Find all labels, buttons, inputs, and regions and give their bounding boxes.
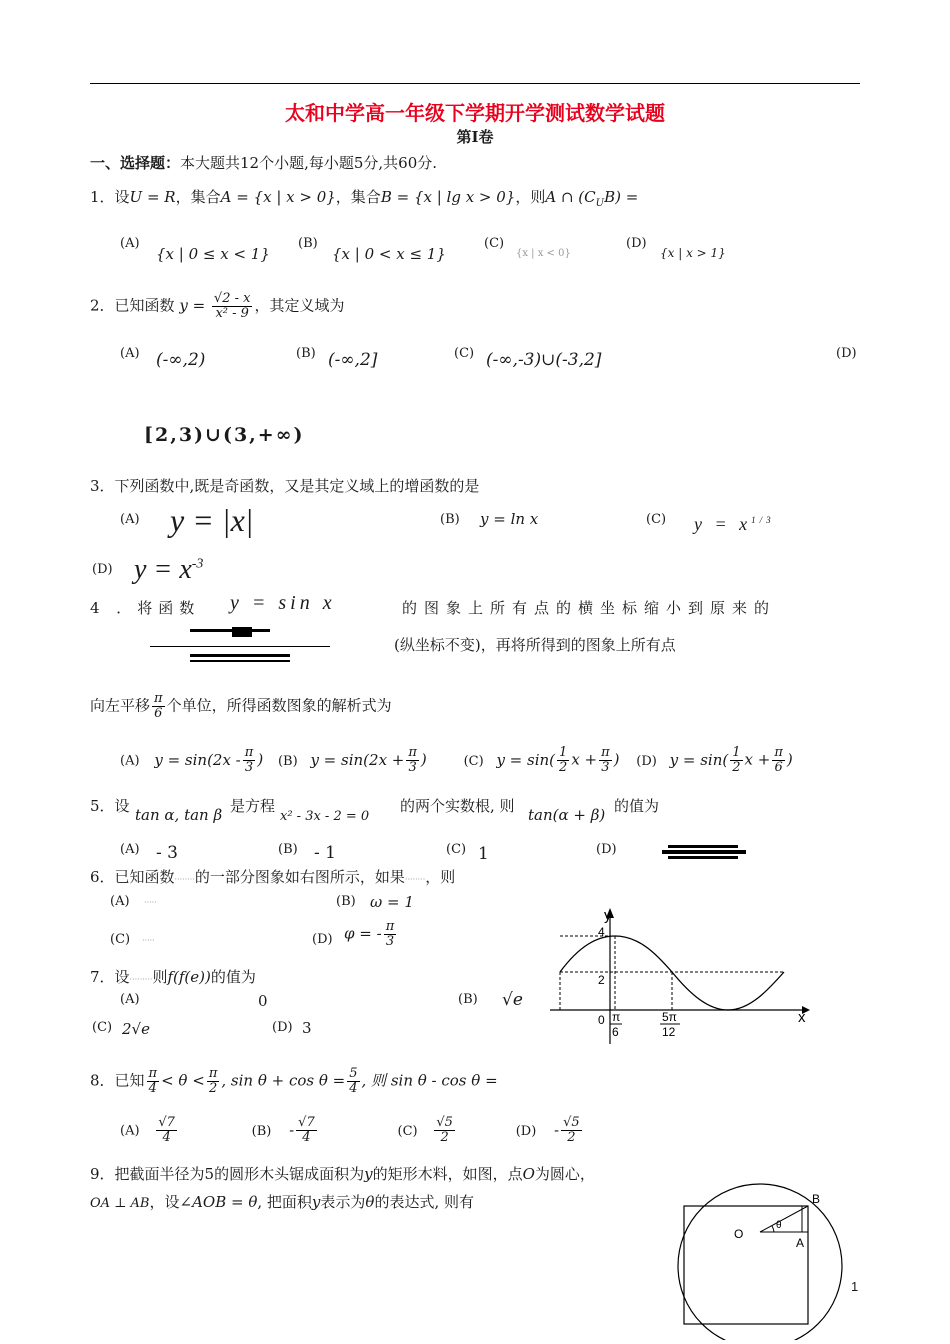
q1-option-a-label: (A) bbox=[120, 236, 140, 251]
q2-option-c-label: (C) bbox=[454, 346, 475, 361]
q2-option-d: [2,3)∪(3,+∞) bbox=[144, 424, 305, 446]
question-8-stem bbox=[90, 1067, 498, 1096]
q8-options-row bbox=[120, 1116, 584, 1145]
q2-option-a: (-∞,2) bbox=[156, 350, 206, 370]
q4-options-row bbox=[120, 746, 793, 775]
q4-option-c-num1: 1 bbox=[559, 745, 568, 760]
q6-text-a: 6．已知函数 bbox=[90, 868, 175, 886]
q7-option-d-label: (D) bbox=[272, 1020, 293, 1035]
q8-frac1-num: π bbox=[148, 1066, 158, 1081]
q2-numerator: √2 - x bbox=[213, 291, 251, 306]
q1-option-d: {x | x > 1} bbox=[660, 246, 726, 260]
q8-cond-mid: < θ < bbox=[161, 1071, 205, 1090]
q5-option-c-label: (C) bbox=[446, 842, 467, 857]
q1-universal-set: U = R bbox=[129, 188, 176, 206]
q8-frac1-den: 4 bbox=[148, 1081, 157, 1096]
q9-text-c: 为圆心， bbox=[534, 1165, 595, 1183]
q4-option-c-mid: x + bbox=[571, 750, 598, 769]
tick-x1-den: 6 bbox=[612, 1025, 619, 1039]
q6-option-d-label: (D) bbox=[312, 932, 333, 947]
q8-option-c-label: (C) bbox=[397, 1123, 418, 1139]
q4-option-c-den2: 3 bbox=[601, 760, 610, 775]
q3-option-d-exponent: -3 bbox=[191, 556, 204, 572]
q3-option-b: y = ln x bbox=[480, 510, 539, 528]
q8-option-a bbox=[156, 1116, 177, 1145]
volume-label: 第Ⅰ卷 bbox=[456, 128, 494, 146]
q6-option-d-den: 3 bbox=[385, 934, 395, 949]
q4-option-d-den1: 2 bbox=[732, 760, 741, 775]
q5-option-a-label: (A) bbox=[120, 842, 140, 857]
q4-option-d-post: ) bbox=[786, 750, 793, 769]
q8-value-num: 5 bbox=[349, 1066, 358, 1081]
q6-option-d-frac bbox=[384, 920, 397, 949]
q5-text-a: 5．设 bbox=[90, 797, 130, 815]
q1-expr-2: B) = bbox=[604, 188, 639, 206]
q1-text-d: ，则 bbox=[515, 188, 546, 206]
q4-text-c: (纵坐标不变)，再将所得到的图象上所有点 bbox=[394, 636, 676, 654]
q4-text-b: 的图象上所有点的横坐标缩小到原来的 bbox=[402, 599, 777, 617]
q8-option-a-label: (A) bbox=[120, 1123, 140, 1139]
q4-option-c-num2: π bbox=[601, 745, 610, 760]
q1-option-b: {x | 0 < x ≤ 1} bbox=[332, 245, 446, 263]
q6-function-graph bbox=[540, 898, 830, 1048]
q6-option-b: ω = 1 bbox=[370, 893, 414, 911]
q5-option-d-image bbox=[662, 843, 746, 861]
section-title: 一、选择题： bbox=[90, 154, 181, 172]
line-ob bbox=[760, 1206, 808, 1232]
q5-text-c: 的两个实数根, 则 bbox=[400, 797, 515, 815]
q1-option-c-label: (C) bbox=[484, 236, 505, 251]
q4-option-c-frac2 bbox=[599, 746, 612, 775]
q8-option-d-num: √5 bbox=[563, 1115, 580, 1130]
q7-text-a: 7．设 bbox=[90, 968, 130, 986]
q4-scale-factor-image bbox=[150, 626, 330, 666]
q4-option-b-frac bbox=[406, 746, 419, 775]
q4-option-d-den2: 6 bbox=[774, 760, 783, 775]
q5-target: tan(α + β) bbox=[528, 806, 606, 824]
q4-option-c-pre: y = sin( bbox=[496, 750, 556, 769]
q6-option-a-label: (A) bbox=[110, 894, 130, 909]
q3-option-d bbox=[134, 554, 203, 586]
q3-option-a-label: (A) bbox=[120, 512, 140, 527]
q4-option-b-den: 3 bbox=[408, 760, 417, 775]
q7-option-b-label: (B) bbox=[458, 992, 478, 1007]
tick-x2-num: 5π bbox=[662, 1010, 677, 1024]
q8-frac2-num: π bbox=[208, 1066, 218, 1081]
tick-x2-den: 12 bbox=[662, 1025, 676, 1039]
q6-text-b: 的一部分图象如右图所示，如果 bbox=[194, 868, 405, 886]
q1-subscript: U bbox=[595, 198, 605, 209]
page-number: 1 bbox=[851, 1279, 859, 1294]
q5-option-c: 1 bbox=[478, 844, 489, 864]
q7-option-a: 0 bbox=[258, 992, 268, 1010]
label-b: B bbox=[812, 1192, 821, 1206]
q3-option-c-label: (C) bbox=[646, 512, 667, 527]
q3-option-c-base: y = x bbox=[694, 514, 752, 534]
q2-y: y = bbox=[179, 296, 206, 315]
q8-option-d-den: 2 bbox=[567, 1130, 576, 1145]
q4-text-a: 4 ．将函数 bbox=[90, 599, 201, 617]
q6-option-d bbox=[344, 920, 398, 949]
q1-text-b: ，集合 bbox=[175, 188, 221, 206]
q5-equation: x² - 3x - 2 = 0 bbox=[280, 809, 370, 824]
q7-option-a-label: (A) bbox=[120, 992, 140, 1007]
q4-option-a-pre: y = sin(2x - bbox=[154, 750, 241, 769]
q4-option-d-frac1 bbox=[730, 746, 742, 775]
header-rule bbox=[90, 83, 860, 84]
question-1-stem bbox=[90, 186, 638, 209]
q4-option-c-label: (C) bbox=[463, 753, 484, 769]
q8-option-b bbox=[296, 1116, 317, 1145]
q8-frac-2 bbox=[207, 1067, 220, 1096]
q8-text-b: , 则 sin θ - cos θ = bbox=[361, 1071, 498, 1090]
q9-text-d: ，设 bbox=[149, 1193, 180, 1211]
q4-shift-fraction bbox=[152, 692, 165, 721]
q2-text-b: ，其定义域为 bbox=[254, 296, 345, 315]
question-2-stem bbox=[90, 292, 344, 321]
q8-frac-1 bbox=[147, 1067, 160, 1096]
q6-option-c: ····· bbox=[142, 936, 155, 945]
q3-option-c bbox=[694, 514, 775, 535]
origin-label: 0 bbox=[598, 1013, 605, 1027]
q3-option-d-label: (D) bbox=[92, 562, 113, 577]
q4-text-d: 向左平移 bbox=[90, 696, 151, 715]
q3-option-a: y = |x| bbox=[170, 502, 254, 538]
question-6-stem bbox=[90, 866, 455, 887]
label-o: O bbox=[734, 1227, 744, 1241]
q2-option-a-label: (A) bbox=[120, 346, 140, 361]
q9-y-a: y bbox=[364, 1165, 373, 1183]
q4-option-b-num: π bbox=[408, 745, 417, 760]
q5-roots: tan α, tan β bbox=[135, 806, 223, 824]
q9-perp: OA ⊥ AB bbox=[90, 1196, 150, 1211]
q6-option-d-num: π bbox=[385, 919, 395, 934]
q4-option-a-label: (A) bbox=[120, 753, 140, 769]
q7-text-b: 则 bbox=[152, 968, 168, 986]
q8-option-b-label: (B) bbox=[251, 1123, 272, 1139]
question-9-line-1 bbox=[90, 1163, 595, 1184]
q6-func-image: ········ bbox=[174, 875, 195, 884]
q4-option-c-post: ) bbox=[613, 750, 620, 769]
q6-option-d-pre: φ = - bbox=[344, 924, 382, 943]
q4-function: y = sin x bbox=[230, 592, 336, 614]
q9-text-a: 9．把截面半径为5的圆形木头锯成面积为 bbox=[90, 1165, 365, 1183]
question-9-line-2 bbox=[90, 1191, 474, 1212]
q4-option-c-frac1 bbox=[557, 746, 569, 775]
q1-expr: A ∩ (C bbox=[545, 188, 596, 206]
q7-option-c-label: (C) bbox=[92, 1020, 113, 1035]
q7-option-c: 2√e bbox=[122, 1020, 150, 1038]
q5-option-b: - 1 bbox=[314, 843, 336, 863]
q5-option-a: - 3 bbox=[156, 843, 178, 863]
question-7-stem bbox=[90, 966, 256, 987]
q3-option-d-base: y = x bbox=[134, 554, 192, 585]
q4-option-a-frac bbox=[243, 746, 256, 775]
q4-option-d-frac2 bbox=[772, 746, 785, 775]
q9-theta: θ bbox=[365, 1193, 375, 1211]
q9-y-b: y bbox=[311, 1193, 321, 1211]
q4-option-d-num2: π bbox=[774, 745, 783, 760]
q2-option-b: (-∞,2] bbox=[328, 350, 378, 370]
q1-option-c: {x | x < 0} bbox=[516, 248, 571, 259]
q5-text-d: 的值为 bbox=[614, 797, 660, 815]
label-a: A bbox=[796, 1236, 805, 1250]
section-desc: 本大题共12个小题,每小题5分,共60分. bbox=[180, 154, 438, 172]
q8-option-d bbox=[561, 1116, 582, 1145]
q4-option-a-den: 3 bbox=[244, 760, 254, 775]
q9-o: O bbox=[522, 1165, 535, 1183]
q8-option-b-num: √7 bbox=[298, 1115, 315, 1130]
q5-option-b-label: (B) bbox=[278, 842, 298, 857]
q6-option-b-label: (B) bbox=[336, 894, 356, 909]
q1-set-b: B = {x | lg x > 0} bbox=[380, 188, 516, 206]
q2-fraction bbox=[212, 292, 253, 321]
q8-option-d-sign: - bbox=[554, 1120, 560, 1139]
exam-title: 太和中学高一年级下学期开学测试数学试题 bbox=[285, 101, 665, 125]
question-3-stem: 3．下列函数中,既是奇函数，又是其定义域上的增函数的是 bbox=[90, 477, 480, 495]
q2-text-a: 2．已知函数 bbox=[90, 296, 175, 315]
q8-option-a-num: √7 bbox=[158, 1115, 175, 1130]
q9-log-figure bbox=[670, 1172, 850, 1340]
q6-text-c: ，则 bbox=[425, 868, 456, 886]
q1-text-c: ，集合 bbox=[335, 188, 381, 206]
q4-text-e: 个单位，所得函数图象的解析式为 bbox=[166, 696, 392, 715]
q1-option-a: {x | 0 ≤ x < 1} bbox=[156, 245, 270, 263]
y-axis-label: y bbox=[604, 907, 612, 924]
q2-option-b-label: (B) bbox=[296, 346, 316, 361]
q9-text-f: 表示为 bbox=[320, 1193, 366, 1211]
q4-text-d-line bbox=[90, 692, 392, 721]
q8-frac-value bbox=[347, 1067, 359, 1096]
q7-option-d: 3 bbox=[302, 1019, 312, 1037]
q8-value-den: 4 bbox=[349, 1081, 358, 1096]
q8-option-a-den: 4 bbox=[162, 1130, 171, 1145]
q5-text-b: 是方程 bbox=[230, 797, 276, 815]
q2-denominator: x² - 9 bbox=[215, 306, 249, 321]
q8-frac2-den: 2 bbox=[208, 1081, 218, 1096]
q4-shift-num: π bbox=[154, 691, 163, 706]
q8-option-b-den: 4 bbox=[302, 1130, 311, 1145]
q4-option-d-label: (D) bbox=[636, 753, 657, 769]
q8-cond-b: , sin θ + cos θ = bbox=[221, 1071, 346, 1090]
angle-arc bbox=[772, 1226, 774, 1232]
rectangle bbox=[684, 1206, 808, 1324]
q9-text-b: 的矩形木料，如图，点 bbox=[372, 1165, 523, 1183]
x-axis-label: x bbox=[798, 1009, 806, 1026]
q4-option-d-pre: y = sin( bbox=[669, 750, 729, 769]
tick-y-2: 2 bbox=[598, 973, 605, 987]
log-circle bbox=[678, 1184, 842, 1340]
q9-text-g: 的表达式, 则有 bbox=[374, 1193, 474, 1211]
q1-option-b-label: (B) bbox=[298, 236, 318, 251]
q6-option-a: ····· bbox=[144, 898, 157, 907]
q9-text-e: , 把面积 bbox=[257, 1193, 312, 1211]
q8-text-a: 8．已知 bbox=[90, 1071, 145, 1090]
q9-angle: ∠AOB = θ bbox=[179, 1193, 258, 1211]
q8-option-d-label: (D) bbox=[515, 1123, 537, 1139]
q1-text-a: 1．设 bbox=[90, 188, 130, 206]
q8-option-c-den: 2 bbox=[440, 1130, 449, 1145]
q4-option-c-den1: 2 bbox=[559, 760, 568, 775]
q8-option-c-num: √5 bbox=[436, 1115, 453, 1130]
q4-option-d-num1: 1 bbox=[732, 745, 741, 760]
q4-option-a-num: π bbox=[244, 745, 254, 760]
q6-cond-image: ········ bbox=[404, 875, 426, 884]
q7-option-b: √e bbox=[502, 990, 523, 1010]
q4-option-a-post: ) bbox=[257, 750, 264, 769]
q4-option-b-post: ) bbox=[420, 750, 427, 769]
q8-option-c bbox=[434, 1116, 455, 1145]
q1-set-a: A = {x | x > 0} bbox=[220, 188, 336, 206]
q3-option-c-exponent: 1/3 bbox=[751, 515, 775, 525]
section-heading bbox=[90, 152, 437, 173]
q2-option-d-label: (D) bbox=[836, 346, 857, 361]
q5-option-d-label: (D) bbox=[596, 842, 617, 857]
q7-func-image: ········· bbox=[129, 975, 153, 984]
q7-text-c: 的值为 bbox=[210, 968, 256, 986]
q3-option-b-label: (B) bbox=[440, 512, 460, 527]
q4-shift-den: 6 bbox=[154, 706, 163, 721]
q4-option-b-pre: y = sin(2x + bbox=[310, 750, 405, 769]
tick-x1-num: π bbox=[612, 1010, 621, 1024]
q4-option-b-label: (B) bbox=[277, 753, 298, 769]
q8-option-b-sign: - bbox=[289, 1120, 295, 1139]
tick-y-4: 4 bbox=[598, 925, 605, 939]
q6-option-c-label: (C) bbox=[110, 932, 131, 947]
q7-expr: f(f(e)) bbox=[167, 968, 211, 986]
q1-option-d-label: (D) bbox=[626, 236, 647, 251]
q2-option-c: (-∞,-3)∪(-3,2] bbox=[486, 350, 602, 370]
q4-option-d-mid: x + bbox=[744, 750, 771, 769]
label-theta: θ bbox=[776, 1220, 782, 1231]
